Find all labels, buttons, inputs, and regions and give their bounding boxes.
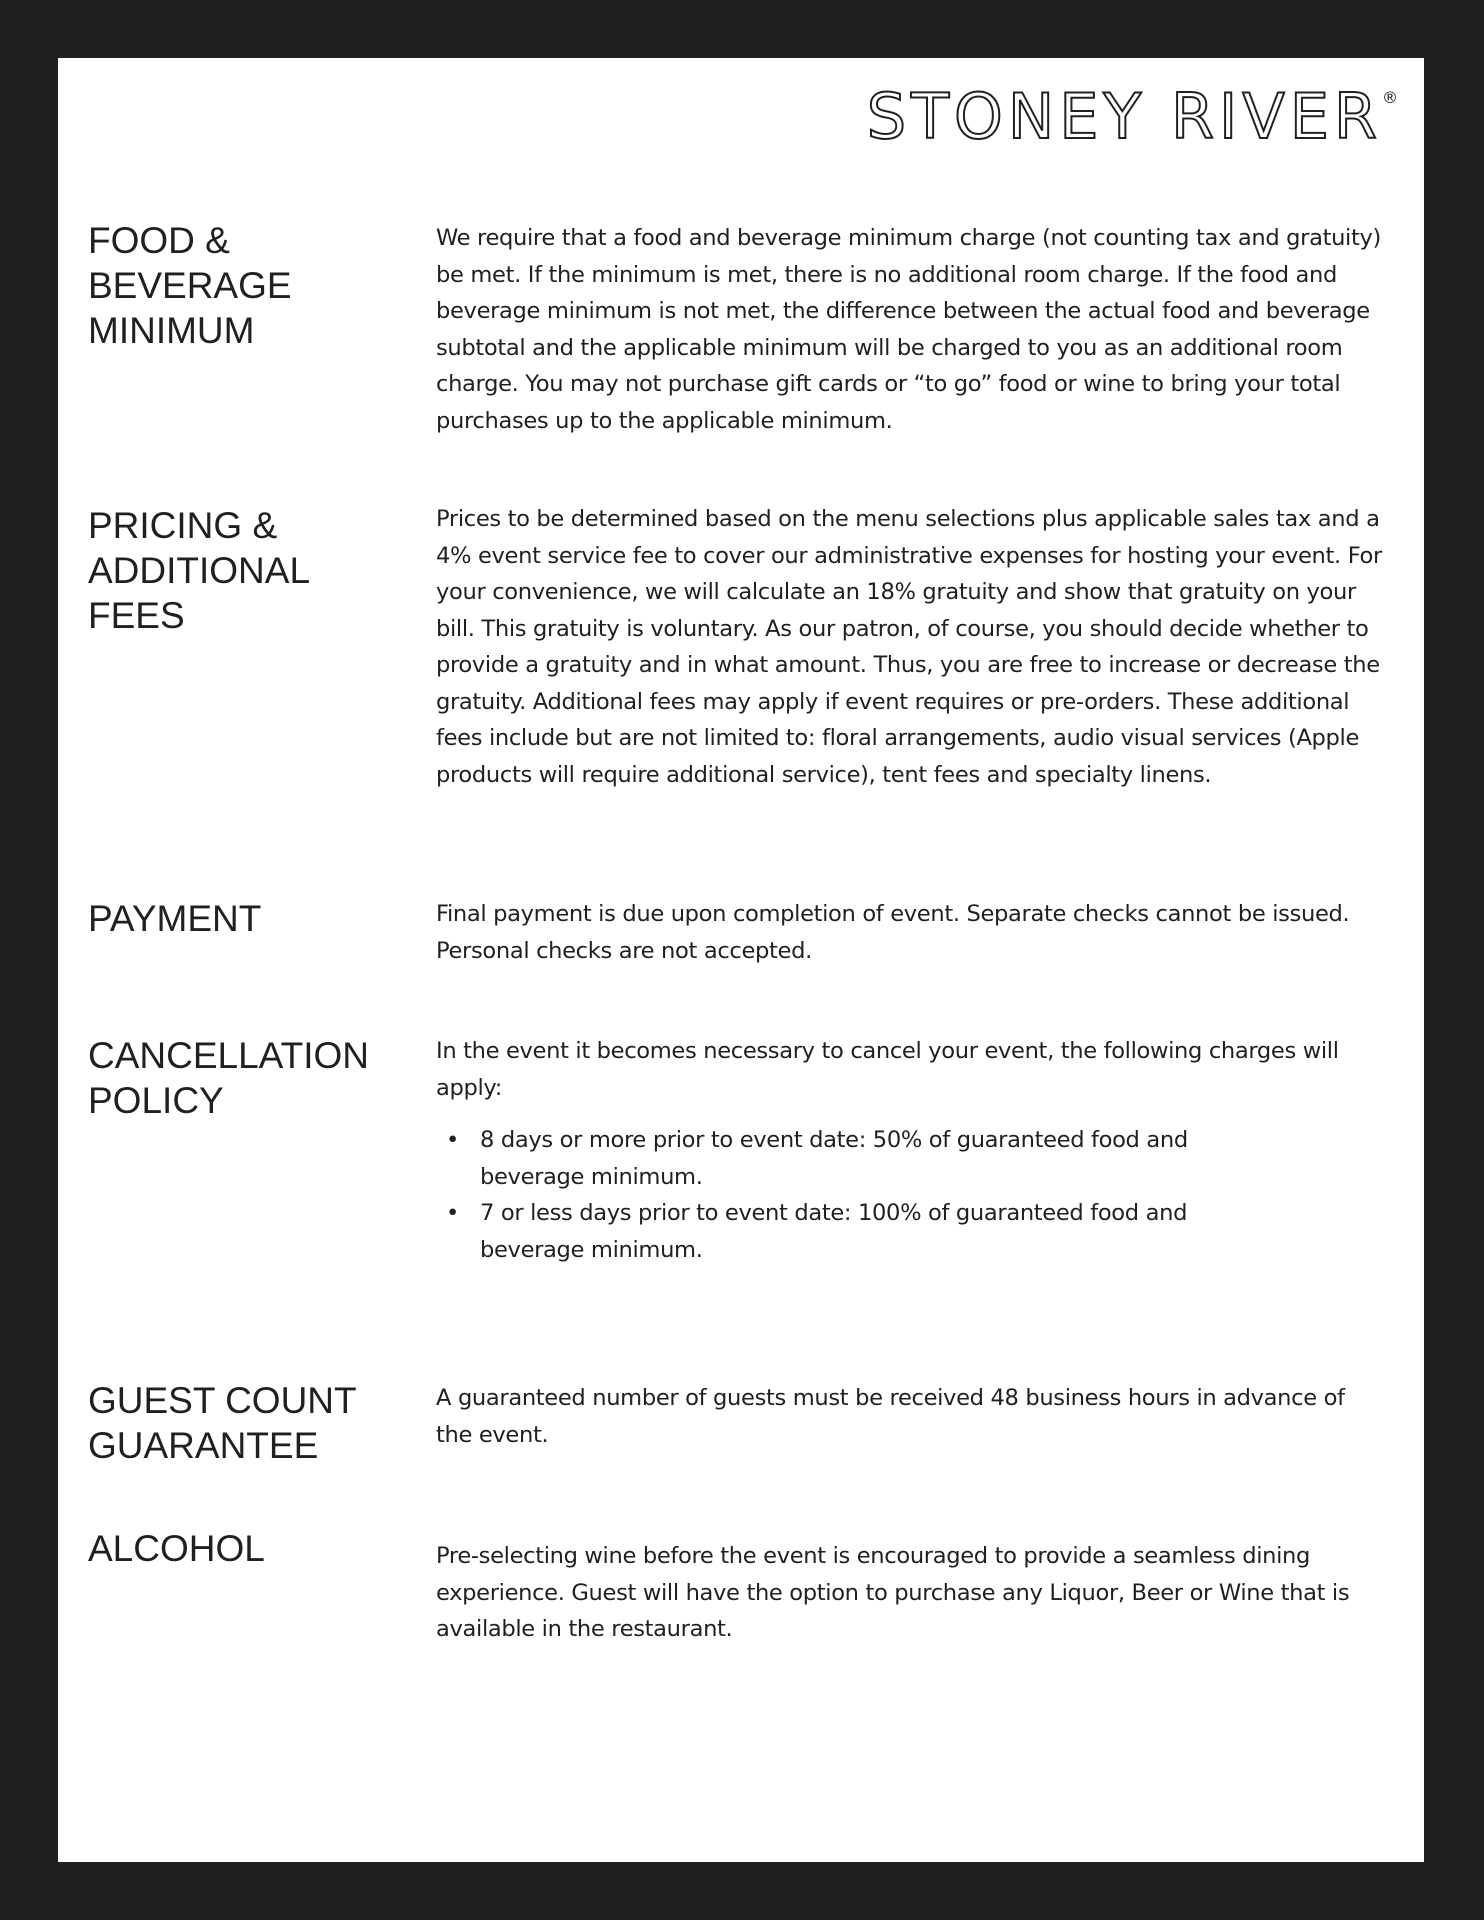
document-page <box>58 58 1424 1862</box>
section-text: We require that a food and beverage minimum charge (not counting tax and gratuity) be met. If the minimum is met, there is no additional room charge. If the food and beverage minimum is not met, the difference between the actual food and beverage subtotal and the applicable minimum will be charged to you as an additional room charge. You may not purchase gift cards or “to go” food or wine to bring your total purchases up to the applicable minimum. <box>436 225 1381 434</box>
section-text: Pre-selecting wine before the event is encouraged to provide a seamless dining experience. Guest will have the option to purchase any Liquor, Beer or Wine that is available in the restaurant. <box>436 1543 1350 1642</box>
bullet-icon: • <box>446 1127 459 1153</box>
charges-list <box>436 1122 1396 1268</box>
section-body <box>436 501 1396 793</box>
section-body <box>436 896 1396 969</box>
section-text: In the event it becomes necessary to cancel your event, the following charges will apply: <box>436 1038 1339 1101</box>
section-text: Prices to be determined based on the menu selections plus applicable sales tax and a 4% event service fee to cover our administrative expenses for hosting your event. For your convenience, we will calculate an 18% gratuity and show that gratuity on your bill. This gratuity is voluntary. As our patron, of course, you should decide whether to provide a gratuity and in what amount. Thus, you are free to increase or decrease the gratuity. Additional fees may apply if event requires or pre-orders. These additional fees include but are not limited to: floral arrangements, audio visual services (Apple products will require additional service), tent fees and specialty linens. <box>436 506 1382 788</box>
section-text: A guaranteed number of guests must be received 48 business hours in advance of the event. <box>436 1385 1345 1448</box>
list-item-text: 7 or less days prior to event date: 100% of guaranteed food and beverage minimum. <box>480 1200 1188 1263</box>
section-heading: GUEST COUNT GUARANTEE <box>88 1380 357 1466</box>
registered-mark: ® <box>1382 88 1398 107</box>
section-heading: ALCOHOL <box>88 1528 265 1569</box>
section-body <box>436 1033 1396 1268</box>
brand-logo <box>866 80 1398 153</box>
bullet-icon: • <box>446 1200 459 1226</box>
list-item-text: 8 days or more prior to event date: 50% of guaranteed food and beverage minimum. <box>480 1127 1188 1190</box>
section-heading: FOOD & BEVERAGE MINIMUM <box>88 220 292 351</box>
section-body <box>436 220 1396 439</box>
section-heading: PRICING & ADDITIONAL FEES <box>88 505 311 636</box>
section-body <box>436 1380 1356 1453</box>
section-heading: CANCELLATION POLICY <box>88 1035 369 1121</box>
list-item <box>436 1122 1240 1195</box>
section-body <box>436 1538 1376 1648</box>
section-text: Final payment is due upon completion of event. Separate checks cannot be issued. Personal checks are not accepted. <box>436 901 1350 964</box>
section-heading: PAYMENT <box>88 898 262 939</box>
brand-name: STONEY RIVER <box>866 80 1382 153</box>
list-item <box>436 1195 1240 1268</box>
